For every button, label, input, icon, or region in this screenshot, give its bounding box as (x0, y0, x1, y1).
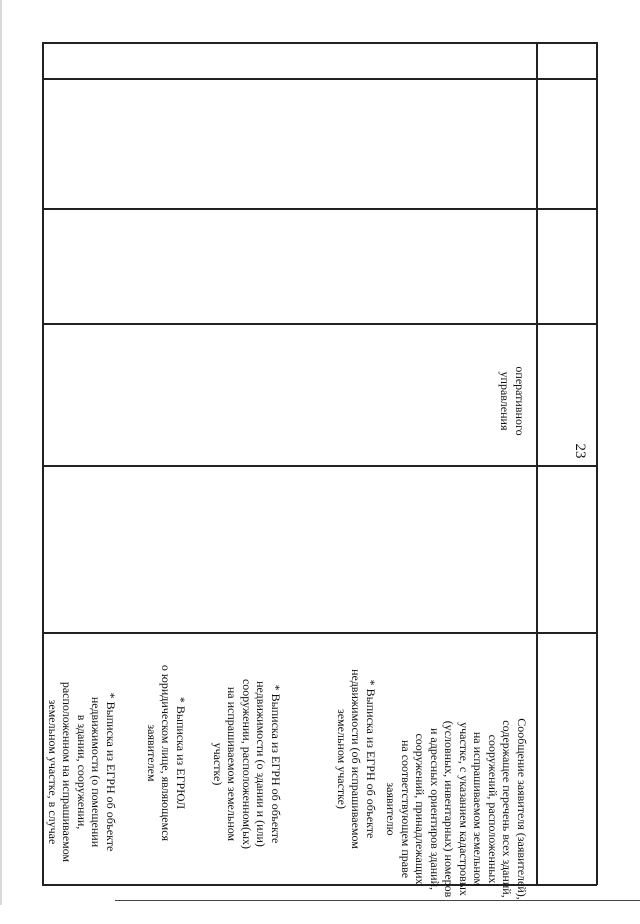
row-divider-5 (42, 632, 597, 634)
paragraph-egrul: * Выписка из ЕГРЮЛ о юридическом лице, являющемся заявителем (145, 664, 188, 842)
table-top-border (42, 42, 597, 44)
scan-bottom-line (115, 900, 640, 901)
column-divider (536, 42, 538, 885)
paragraph-applicant-message: Сообщение заявителя (заявителей), содержащее перечень всех зданий, сооружений, расположенных на испрашиваемом земельном участке, с указанием кадастровых (условных, инвентарных) номеров и адресных ориентиров зданий, сооружений, принадлежащих на соответствующем праве заявителю (384, 718, 529, 900)
page-number: 23 (572, 443, 588, 459)
cell-text-oper: оперативного управления (498, 366, 527, 436)
paragraph-egrn-building: * Выписка из ЕГРН об объекте недвижимости (о здании и (или) сооружении, расположенном(ых) на испрашиваемом земельном участке) (211, 678, 283, 850)
paragraph-egrn-premises: * Выписка из ЕГРН об объекте недвижимости (о помещении в здании, сооружении, расположенном на испрашиваемом земельном участке, в случае (46, 681, 118, 863)
row-divider-1 (42, 78, 597, 80)
row-divider-2 (42, 208, 597, 210)
row-divider-4 (42, 465, 597, 467)
row-divider-3 (42, 323, 597, 325)
paragraph-egrn-land: * Выписка из ЕГРН об объекте недвижимости (об испрашиваемом земельном участке) (335, 669, 378, 849)
scan-edge (0, 0, 2, 905)
table-right-border (596, 42, 598, 885)
